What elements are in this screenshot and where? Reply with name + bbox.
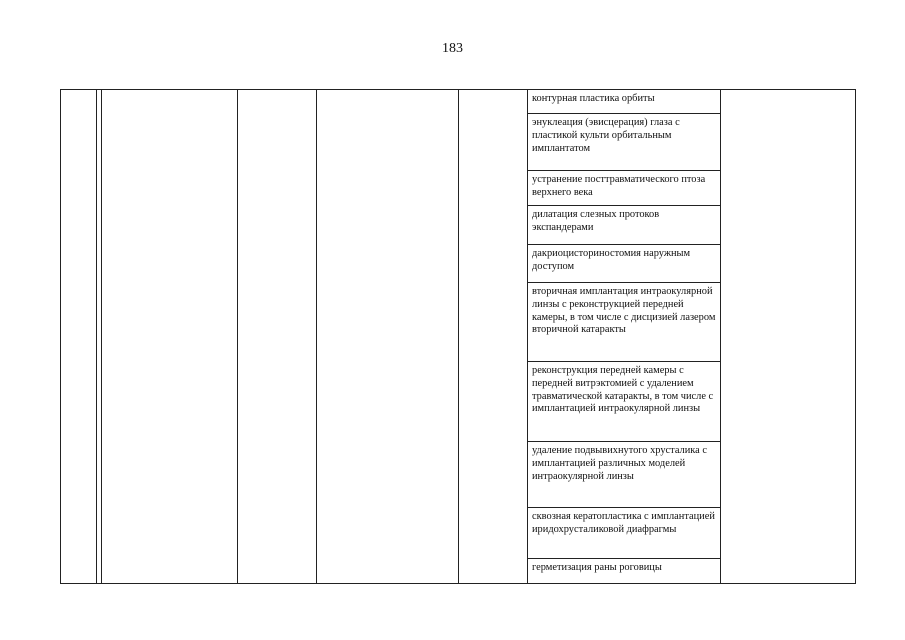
column-divider [96,90,97,583]
procedure-cell: дакриоцисториностомия наружным доступом [527,245,720,283]
column-divider [237,90,238,583]
procedure-cell: сквозная кератопластика с имплантацией иридохрусталиковой диафрагмы [527,508,720,559]
procedure-cell: реконструкция передней камеры с передней витрэктомией с удалением травматической катаракты, в том числе с имплантацией интраокулярной линзы [527,362,720,442]
procedures-column [527,90,720,583]
column-divider [101,90,102,583]
procedure-cell: устранение посттравматического птоза верхнего века [527,171,720,206]
procedure-cell: удаление подвывихнутого хрусталика с имплантацией различных моделей интраокулярной линзы [527,442,720,508]
column-divider [316,90,317,583]
column-divider [458,90,459,583]
procedure-cell: дилатация слезных протоков экспандерами [527,206,720,245]
page-number: 183 [442,41,463,56]
procedure-cell: герметизация раны роговицы [532,562,662,573]
procedure-cell: вторичная имплантация интраокулярной линзы с реконструкцией передней камеры, в том числе с дисцизией лазером вторичной катаракты [527,283,720,362]
procedures-table [60,89,856,584]
procedure-cell: контурная пластика орбиты [527,90,720,114]
procedure-cell: энуклеация (эвисцерация) глаза с пластикой культи орбитальным имплантатом [527,114,720,171]
column-divider [720,90,721,583]
